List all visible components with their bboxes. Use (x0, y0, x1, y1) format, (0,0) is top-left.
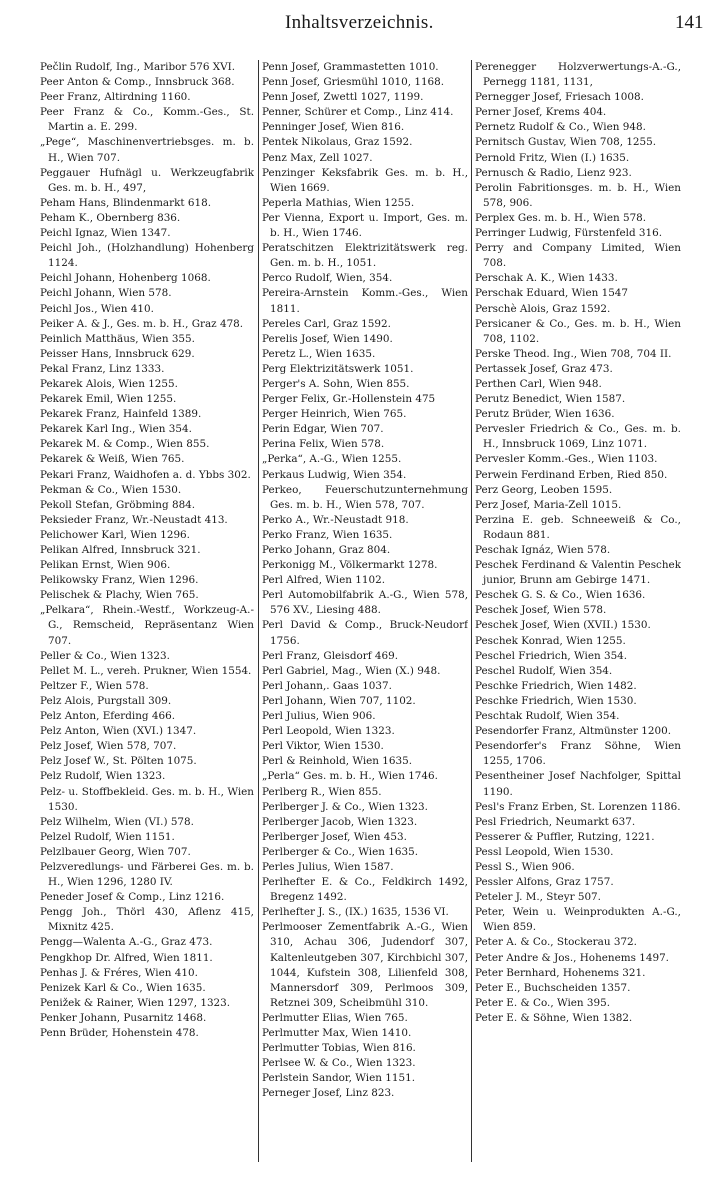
index-entry: Perkeo, Feuerschutzunternehmung Ges. m. b. H., Wien 578, 707. (262, 483, 468, 511)
index-entry: Perkaus Ludwig, Wien 354. (262, 468, 407, 481)
index-entry: Perlmutter Elias, Wien 765. (262, 1011, 408, 1024)
index-entry: Peichl Jos., Wien 410. (40, 302, 154, 315)
index-entry: Pekman & Co., Wien 1530. (40, 483, 182, 496)
index-entry: Peschel Rudolf, Wien 354. (475, 664, 613, 677)
index-entry: Peller & Co., Wien 1323. (40, 649, 170, 662)
index-entry: Perz Josef, Maria-Zell 1015. (475, 498, 622, 511)
index-entry: Peschke Friedrich, Wien 1530. (475, 694, 637, 707)
index-entry: Perschak A. K., Wien 1433. (475, 272, 618, 285)
index-entry: Peltzer F., Wien 578. (40, 679, 149, 692)
index-entry: Pervesler Friedrich & Co., Ges. m. b. H., Innsbruck 1069, Linz 1071. (475, 423, 681, 451)
index-entry: Pečlin Rudolf, Ing., Maribor 576 XVI. (40, 61, 236, 73)
index-entry: Pelzveredlungs- und Färberei Ges. m. b. H., Wien 1296, 1280 IV. (40, 860, 254, 889)
column-divider (258, 60, 259, 1162)
index-entry: Pessl Leopold, Wien 1530. (475, 845, 614, 858)
index-entry: Perg Elektrizitätswerk 1051. (262, 362, 414, 375)
index-entry: Perlberger J. & Co., Wien 1323. (262, 800, 428, 813)
index-entry: Perlmooser Zementfabrik A.-G., Wien 310, Achau 306, Judendorf 307, Kaltenleutgeben 307, Kirchbichl 307, 1044, Kufstein 308, Lilienfeld 308, Mannersdorf 309, Perlmoos 309, Retznei 309, Scheibmühl 310. (262, 921, 468, 1009)
index-entry: Pernetz Rudolf & Co., Wien 948. (475, 121, 646, 134)
index-entry: Perlhefter E. & Co., Feldkirch 1492, Bregenz 1492. (262, 876, 468, 904)
column-divider (471, 60, 472, 1162)
index-entry: Perschè Alois, Graz 1592. (475, 302, 611, 315)
index-entry: Pessl S., Wien 906. (475, 860, 575, 873)
index-entry: Pentek Nikolaus, Graz 1592. (262, 136, 413, 149)
index-entry: „Pelkara“, Rhein.-Westf., Workzeug-A.-G., Remscheid, Repräsentanz Wien 707. (40, 604, 254, 647)
index-entry: Perl Johann, Wien 707, 1102. (262, 694, 416, 707)
index-entry: Perlberger Jacob, Wien 1323. (262, 815, 418, 828)
index-entry: Perner Josef, Krems 404. (475, 106, 607, 119)
index-entry: Pelz Josef W., St. Pölten 1075. (40, 755, 197, 768)
index-entry: Perolin Fabritionsges. m. b. H., Wien 578, 906. (475, 181, 681, 209)
index-entry: Perwein Ferdinand Erben, Ried 850. (475, 468, 668, 481)
index-entry: Perplex Ges. m. b. H., Wien 578. (475, 211, 647, 224)
index-entry: Pekari Franz, Waidhofen a. d. Ybbs 302. (40, 468, 251, 481)
index-entry: Perles Julius, Wien 1587. (262, 860, 394, 873)
index-entry: Perl Leopold, Wien 1323. (262, 725, 395, 738)
index-entry: Pereira-Arnstein Komm.-Ges., Wien 1811. (262, 287, 468, 315)
index-entry: Penner, Schürer et Comp., Linz 414. (262, 106, 454, 119)
index-column-2 (262, 60, 468, 1160)
index-entry: Pesserer & Puffler, Rutzing, 1221. (475, 830, 655, 843)
index-entry: „Perla“ Ges. m. b. H., Wien 1746. (262, 770, 438, 783)
index-entry: Pesl Friedrich, Neumarkt 637. (475, 815, 636, 828)
index-entry: Perko Johann, Graz 804. (262, 544, 391, 556)
index-entry: Peretz L., Wien 1635. (262, 347, 376, 360)
index-entry: Pengg Joh., Thörl 430, Aflenz 415, Mixnitz 425. (40, 906, 254, 934)
index-entry: Pesendorfer's Franz Söhne, Wien 1255, 1706. (475, 740, 681, 768)
index-entry: Penz Max, Zell 1027. (262, 151, 373, 164)
index-entry: Peiker A. & J., Ges. m. b. H., Graz 478. (40, 317, 244, 330)
index-entry: Pekarek Franz, Hainfeld 1389. (40, 408, 202, 421)
index-entry: Pekarek M. & Comp., Wien 855. (40, 438, 210, 451)
index-entry: Peer Franz, Altirdning 1160. (40, 91, 191, 104)
index-entry: Perko A., Wr.-Neustadt 918. (262, 513, 409, 526)
index-entry: Pelikan Ernst, Wien 906. (40, 559, 171, 572)
index-entry: Persicaner & Co., Ges. m. b. H., Wien 708, 1102. (475, 317, 681, 345)
index-entry: Pekarek Alois, Wien 1255. (40, 377, 178, 390)
index-entry: Perschak Eduard, Wien 1547 (475, 287, 629, 300)
index-entry: Peham Hans, Blindenmarkt 618. (40, 196, 211, 209)
index-entry: Pelischek & Plachy, Wien 765. (40, 589, 199, 602)
index-entry: Peter E., Buchscheiden 1357. (475, 981, 631, 994)
index-entry: Pelz Wilhelm, Wien (VI.) 578. (40, 815, 194, 828)
index-entry: Pelzlbauer Georg, Wien 707. (40, 845, 191, 858)
index-entry: Perger Heinrich, Wien 765. (262, 408, 407, 421)
index-entry: Pekal Franz, Linz 1333. (40, 362, 165, 375)
index-entry: Perringer Ludwig, Fürstenfeld 316. (475, 227, 663, 240)
index-entry: Peter Andre & Jos., Hohenems 1497. (475, 951, 669, 964)
index-entry: Penhas J. & Fréres, Wien 410. (40, 966, 198, 979)
index-entry: Pelz Rudolf, Wien 1323. (40, 770, 166, 783)
index-entry: Perina Felix, Wien 578. (262, 438, 385, 451)
index-entry: Perelis Josef, Wien 1490. (262, 332, 393, 345)
index-entry: Penn Josef, Zwettl 1027, 1199. (262, 91, 424, 104)
index-entry: Perin Edgar, Wien 707. (262, 423, 384, 436)
index-entry: Pesentheiner Josef Nachfolger, Spittal 1190. (475, 770, 681, 798)
index-entry: Pelz Anton, Eferding 466. (40, 710, 176, 723)
index-entry: „Pege“, Maschinenvertriebsges. m. b. H., Wien 707. (40, 136, 254, 164)
index-entry: Peschtak Rudolf, Wien 354. (475, 710, 620, 723)
index-entry: Pelz Josef, Wien 578, 707. (40, 740, 177, 753)
index-entry: Peer Anton & Comp., Innsbruck 368. (40, 76, 235, 89)
index-entry: Penizek Karl & Co., Wien 1635. (40, 981, 206, 994)
index-entry: Pessler Alfons, Graz 1757. (475, 876, 614, 889)
index-entry: Perl Johann,. Gaas 1037. (262, 679, 392, 692)
index-entry: Peham K., Obernberg 836. (40, 211, 181, 224)
index-entry: Perthen Carl, Wien 948. (475, 377, 602, 390)
index-entry: Perutz Brüder, Wien 1636. (475, 408, 615, 421)
index-entry: Peschke Friedrich, Wien 1482. (475, 679, 637, 692)
index-entry: Pelz Alois, Purgstall 309. (40, 694, 172, 707)
index-entry: Pekarek Karl Ing., Wien 354. (40, 423, 192, 436)
index-entry: Penn Josef, Griesmühl 1010, 1168. (262, 76, 445, 89)
index-entry: Perl & Reinhold, Wien 1635. (262, 755, 413, 768)
page-title: Inhaltsverzeichnis. (285, 12, 434, 33)
index-entry: Perl Julius, Wien 906. (262, 710, 376, 723)
page-header (0, 0, 712, 44)
index-entry: Penižek & Rainer, Wien 1297, 1323. (40, 996, 231, 1009)
index-entry: Peschek Ferdinand & Valentin Peschek junior, Brunn am Gebirge 1471. (475, 559, 681, 587)
index-entry: Peggauer Hufnägl u. Werkzeugfabrik Ges. m. b. H., 497, (40, 166, 254, 194)
index-entry: Peinlich Matthäus, Wien 355. (40, 332, 195, 345)
index-entry: Peperla Mathias, Wien 1255. (262, 196, 415, 209)
page-number: 141 (675, 12, 704, 33)
index-entry: Penn Josef, Grammastetten 1010. (262, 61, 439, 73)
index-entry: Peschek Josef, Wien 578. (475, 604, 607, 617)
index-entry: Pekoll Stefan, Gröbming 884. (40, 498, 196, 511)
index-entry: Peter E. & Söhne, Wien 1382. (475, 1011, 633, 1024)
index-entry: Pelzel Rudolf, Wien 1151. (40, 830, 175, 843)
index-entry: „Perka“, A.-G., Wien 1255. (262, 453, 402, 466)
index-entry: Peer Franz & Co., Komm.-Ges., St. Martin a. E. 299. (40, 106, 254, 134)
index-entry: Perl Automobilfabrik A.-G., Wien 578, 576 XV., Liesing 488. (262, 589, 468, 617)
index-entry: Peschel Friedrich, Wien 354. (475, 649, 628, 662)
index-entry: Perco Rudolf, Wien, 354. (262, 272, 393, 285)
index-entry: Peneder Josef & Comp., Linz 1216. (40, 891, 225, 904)
index-entry: Perlmutter Max, Wien 1410. (262, 1027, 412, 1039)
index-entry: Peschak Ignáz, Wien 578. (475, 544, 611, 556)
index-entry: Pelz- u. Stoffbekleid. Ges. m. b. H., Wien 1530. (40, 785, 254, 813)
index-entry: Perlberg R., Wien 855. (262, 785, 382, 798)
index-entry: Perlstein Sandor, Wien 1151. (262, 1072, 415, 1085)
index-entry: Pelikan Alfred, Innsbruck 321. (40, 544, 201, 556)
index-entry: Perenegger Holzverwertungs-A.-G., Pernegg 1181, 1131, (475, 61, 681, 89)
index-entry: Peichl Johann, Wien 578. (40, 287, 172, 300)
index-entry: Peichl Ignaz, Wien 1347. (40, 227, 171, 240)
index-entry: Perry and Company Limited, Wien 708. (475, 242, 681, 270)
index-entry: Perz Georg, Leoben 1595. (475, 483, 613, 496)
index-entry: Penker Johann, Pusarnitz 1468. (40, 1011, 207, 1024)
index-entry: Pekarek & Weiß, Wien 765. (40, 453, 185, 466)
index-entry: Pernold Fritz, Wien (I.) 1635. (475, 151, 630, 164)
index-entry: Peisser Hans, Innsbruck 629. (40, 347, 195, 360)
index-entry: Peratschitzen Elektrizitätswerk reg. Gen. m. b. H., 1051. (262, 242, 468, 270)
index-entry: Perlmutter Tobias, Wien 816. (262, 1042, 416, 1055)
index-entry: Penninger Josef, Wien 816. (262, 121, 405, 134)
index-entry: Penn Brüder, Hohenstein 478. (40, 1027, 199, 1039)
index-entry: Peter A. & Co., Stockerau 372. (475, 936, 637, 949)
index-entry: Pernusch & Radio, Lienz 923. (475, 166, 632, 179)
index-entry: Peteler J. M., Steyr 507. (475, 891, 601, 904)
index-entry: Perl Alfred, Wien 1102. (262, 574, 386, 587)
index-entry: Perko Franz, Wien 1635. (262, 528, 393, 541)
index-entry: Perlhefter J. S., (IX.) 1635, 1536 VI. (262, 906, 449, 919)
index-entry: Perlsee W. & Co., Wien 1323. (262, 1057, 416, 1070)
index-entry: Peksieder Franz, Wr.-Neustadt 413. (40, 513, 228, 526)
index-entry: Perl Viktor, Wien 1530. (262, 740, 384, 753)
index-column-3 (475, 60, 681, 1160)
index-entry: Perske Theod. Ing., Wien 708, 704 II. (475, 347, 672, 360)
index-entry: Peter E. & Co., Wien 395. (475, 996, 611, 1009)
index-entry: Peschek Josef, Wien (XVII.) 1530. (475, 619, 651, 632)
index-entry: Pelikowsky Franz, Wien 1296. (40, 574, 199, 587)
index-entry: Per Vienna, Export u. Import, Ges. m. b. H., Wien 1746. (262, 211, 468, 240)
index-entry: Pesendorfer Franz, Altmünster 1200. (475, 725, 672, 738)
index-entry: Perger's A. Sohn, Wien 855. (262, 377, 410, 390)
index-entry: Pellet M. L., vereh. Prukner, Wien 1554. (40, 664, 252, 677)
index-entry: Peichl Johann, Hohenberg 1068. (40, 272, 211, 285)
index-entry: Perlberger & Co., Wien 1635. (262, 845, 418, 858)
index-entry: Perneger Josef, Linz 823. (262, 1087, 395, 1100)
index-entry: Pesl's Franz Erben, St. Lorenzen 1186. (475, 800, 681, 813)
index-entry: Perlberger Josef, Wien 453. (262, 830, 407, 843)
index-entry: Pengg—Walenta A.-G., Graz 473. (40, 936, 213, 949)
index-entry: Perutz Benedict, Wien 1587. (475, 393, 626, 406)
index-entry: Perkonigg M., Völkermarkt 1278. (262, 559, 438, 572)
index-entry: Peichl Joh., (Holzhandlung) Hohenberg 1124. (40, 242, 254, 270)
index-entry: Perl Franz, Gleisdorf 469. (262, 649, 398, 662)
index-entry: Pengkhop Dr. Alfred, Wien 1811. (40, 951, 213, 964)
index-entry: Peter Bernhard, Hohenems 321. (475, 966, 646, 979)
index-entry: Perl Gabriel, Mag., Wien (X.) 948. (262, 664, 441, 677)
index-entry: Pelz Anton, Wien (XVI.) 1347. (40, 725, 197, 738)
index-entry: Pervesler Komm.-Ges., Wien 1103. (475, 453, 658, 466)
index-entry: Pereles Carl, Graz 1592. (262, 317, 391, 330)
index-entry: Peschek Konrad, Wien 1255. (475, 634, 626, 647)
index-entry: Pelichower Karl, Wien 1296. (40, 528, 190, 541)
index-entry: Peter, Wein u. Weinprodukten A.-G., Wien 859. (475, 906, 681, 934)
index-entry: Penzinger Keksfabrik Ges. m. b. H., Wien 1669. (262, 166, 468, 194)
index-entry: Pekarek Emil, Wien 1255. (40, 393, 177, 406)
index-column-1 (40, 60, 254, 1160)
index-entry: Peschek G. S. & Co., Wien 1636. (475, 589, 646, 602)
index-entry: Perzina E. geb. Schneeweiß & Co., Rodaun 881. (475, 513, 681, 541)
index-entry: Pernitsch Gustav, Wien 708, 1255. (475, 136, 657, 149)
index-entry: Perger Felix, Gr.-Hollenstein 475 (262, 393, 436, 406)
index-entry: Pertassek Josef, Graz 473. (475, 362, 613, 375)
index-entry: Perl David & Comp., Bruck-Neudorf 1756. (262, 619, 468, 647)
index-entry: Pernegger Josef, Friesach 1008. (475, 91, 644, 104)
